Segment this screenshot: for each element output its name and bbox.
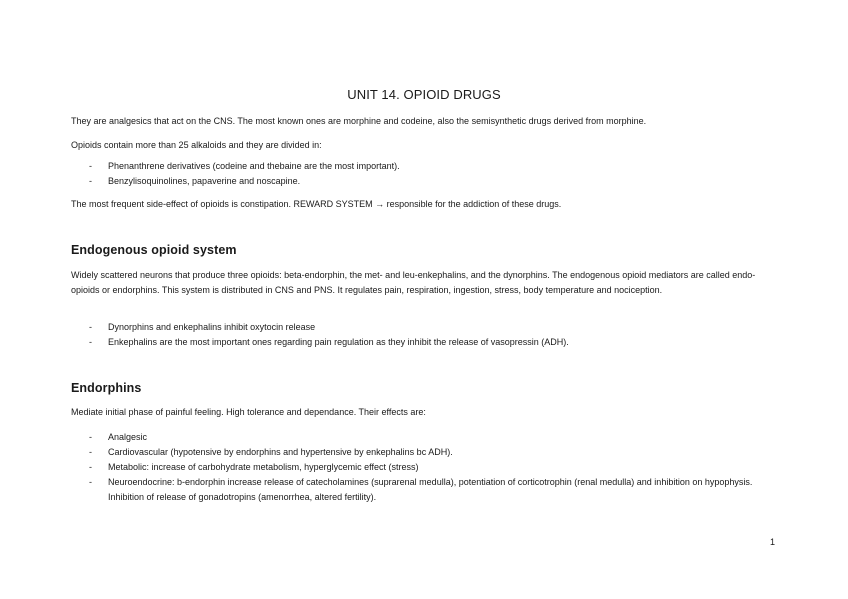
dash-bullet: -: [89, 447, 92, 457]
list-item-text: Benzylisoquinolines, papaverine and noscapine.: [108, 176, 301, 186]
list-item: [71, 320, 783, 335]
endogenous-list: [71, 320, 783, 350]
page-title: UNIT 14. OPIOID DRUGS: [347, 87, 501, 102]
list-item: [71, 445, 783, 460]
list-item: [71, 174, 783, 189]
endorphins-list: [71, 430, 783, 505]
intro-paragraph: They are analgesics that act on the CNS. The most known ones are morphine and codeine, also the semisynthetic drugs derived from morphine.: [71, 116, 647, 126]
alkaloids-list: [71, 159, 783, 189]
list-item-text: Enkephalins are the most important ones regarding pain regulation as they inhibit the release of vasopressin (ADH).: [108, 337, 569, 347]
list-item-text: Neuroendocrine: b-endorphin increase release of catecholamines (suprarenal medulla), potentiation of corticotrophin (renal medulla) and inhibition on hypophysis. Inhibition of release of gonadotropins (amenorrhea, altered fertility).: [108, 477, 753, 502]
dash-bullet: -: [89, 432, 92, 442]
list-item-text: Analgesic: [108, 432, 148, 442]
dash-bullet: -: [89, 337, 92, 347]
dash-bullet: -: [89, 161, 92, 171]
endorphins-paragraph: Mediate initial phase of painful feeling. High tolerance and dependance. Their effects are:: [71, 407, 426, 417]
side-effect-paragraph: The most frequent side-effect of opioids is constipation. REWARD SYSTEM → responsible for the addiction of these drugs.: [71, 199, 562, 209]
dash-bullet: -: [89, 462, 92, 472]
list-item-text: Dynorphins and enkephalins inhibit oxytocin release: [108, 322, 316, 332]
section-heading-endogenous: Endogenous opioid system: [71, 243, 237, 257]
list-item: [71, 335, 783, 350]
dash-bullet: -: [89, 322, 92, 332]
list-item: [71, 460, 783, 475]
list-item-text: Cardiovascular (hypotensive by endorphins and hypertensive by enkephalins bc ADH).: [108, 447, 453, 457]
alkaloids-intro-paragraph: Opioids contain more than 25 alkaloids and they are divided in:: [71, 140, 322, 150]
list-item-text: Metabolic: increase of carbohydrate metabolism, hyperglycemic effect (stress): [108, 462, 419, 472]
list-item: [71, 475, 783, 505]
list-item: [71, 159, 783, 174]
dash-bullet: -: [89, 477, 92, 487]
list-item: [71, 430, 783, 445]
section-heading-endorphins: Endorphins: [71, 381, 142, 395]
dash-bullet: -: [89, 176, 92, 186]
list-item-text: Phenanthrene derivatives (codeine and thebaine are the most important).: [108, 161, 400, 171]
endogenous-paragraph: Widely scattered neurons that produce three opioids: beta-endorphin, the met- and leu-enkephalins, and the dynorphins. The endogenous opioid mediators are called endo-opioids or endorphins. This system is distributed in CNS and PNS. It regulates pain, respiration, ingestion, stress, body temperature and nociception.: [71, 270, 756, 295]
page-number: 1: [770, 537, 776, 547]
